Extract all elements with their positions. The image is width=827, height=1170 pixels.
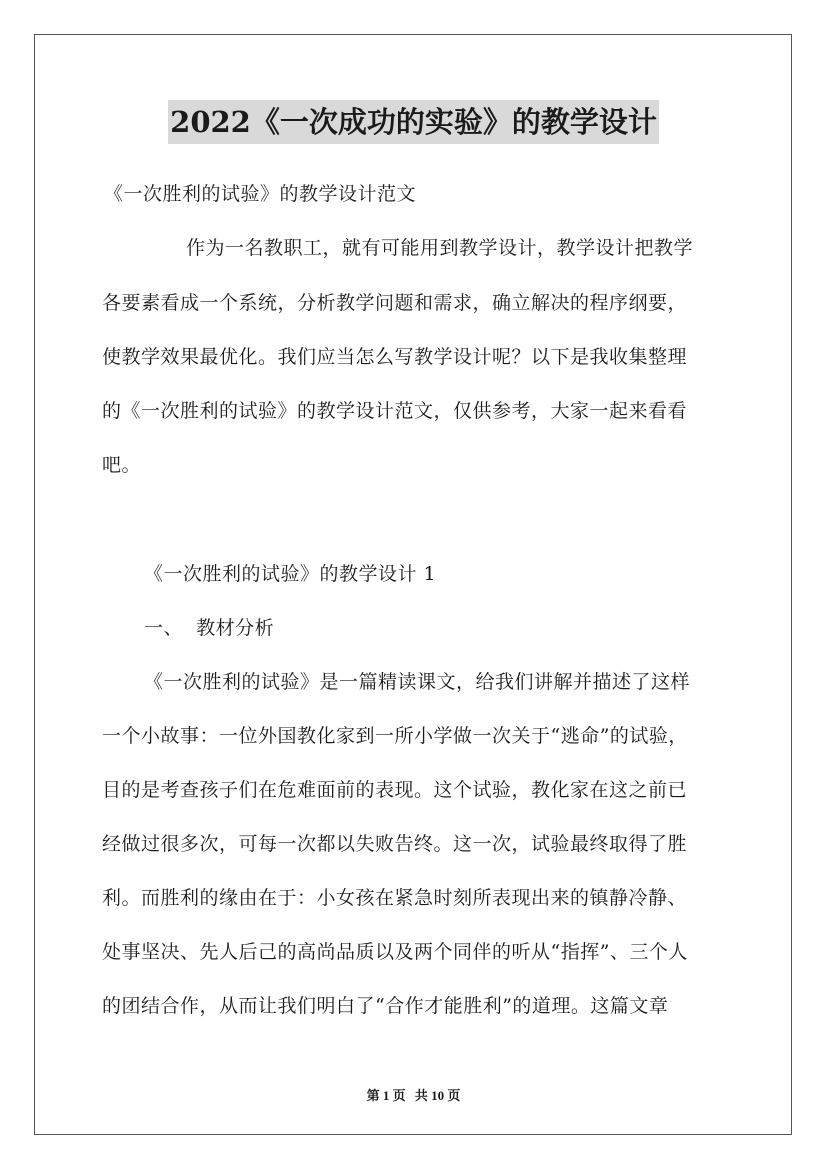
body-line: 经做过很多次，可每一次都以失败告终。这一次，试验最终取得了胜 [102,833,688,855]
body-line: 处事坚决、先人后己的高尚品质以及两个同伴的听从“指挥”、三个人 [102,941,688,963]
body-line: 的团结合作，从而让我们明白了“合作才能胜利”的道理。这篇文章 [102,995,669,1017]
page-footer [0,1085,827,1104]
document-subtitle: 《一次胜利的试验》的教学设计范文 [104,183,417,205]
subsection-heading: 一、 教材分析 [144,617,275,639]
title-container [0,100,827,144]
body-line: 一个小故事：一位外国教化家到一所小学做一次关于“逃命”的试验， [102,725,688,747]
page-number: 第 1 页 [366,1088,406,1103]
intro-line: 作为一名教职工，就有可能用到教学设计，教学设计把教学 [186,237,694,259]
page-total: 共 10 页 [414,1088,461,1103]
document-title: 2022《一次成功的实验》的教学设计 [168,100,659,144]
intro-line: 的《一次胜利的试验》的教学设计范文，仅供参考，大家一起来看看 [102,400,688,422]
body-line: 《一次胜利的试验》是一篇精读课文，给我们讲解并描述了这样 [144,671,691,693]
intro-line: 使教学效果最优化。我们应当怎么写教学设计呢？以下是我收集整理 [102,346,688,368]
intro-line: 各要素看成一个系统，分析教学问题和需求，确立解决的程序纲要， [102,292,688,314]
body-line: 目的是考查孩子们在危难面前的表现。这个试验，教化家在这之前已 [102,779,688,801]
section-heading: 《一次胜利的试验》的教学设计 1 [144,563,437,585]
intro-line: 吧。 [102,454,142,476]
body-line: 利。而胜利的缘由在于：小女孩在紧急时刻所表现出来的镇静冷静、 [102,887,688,909]
